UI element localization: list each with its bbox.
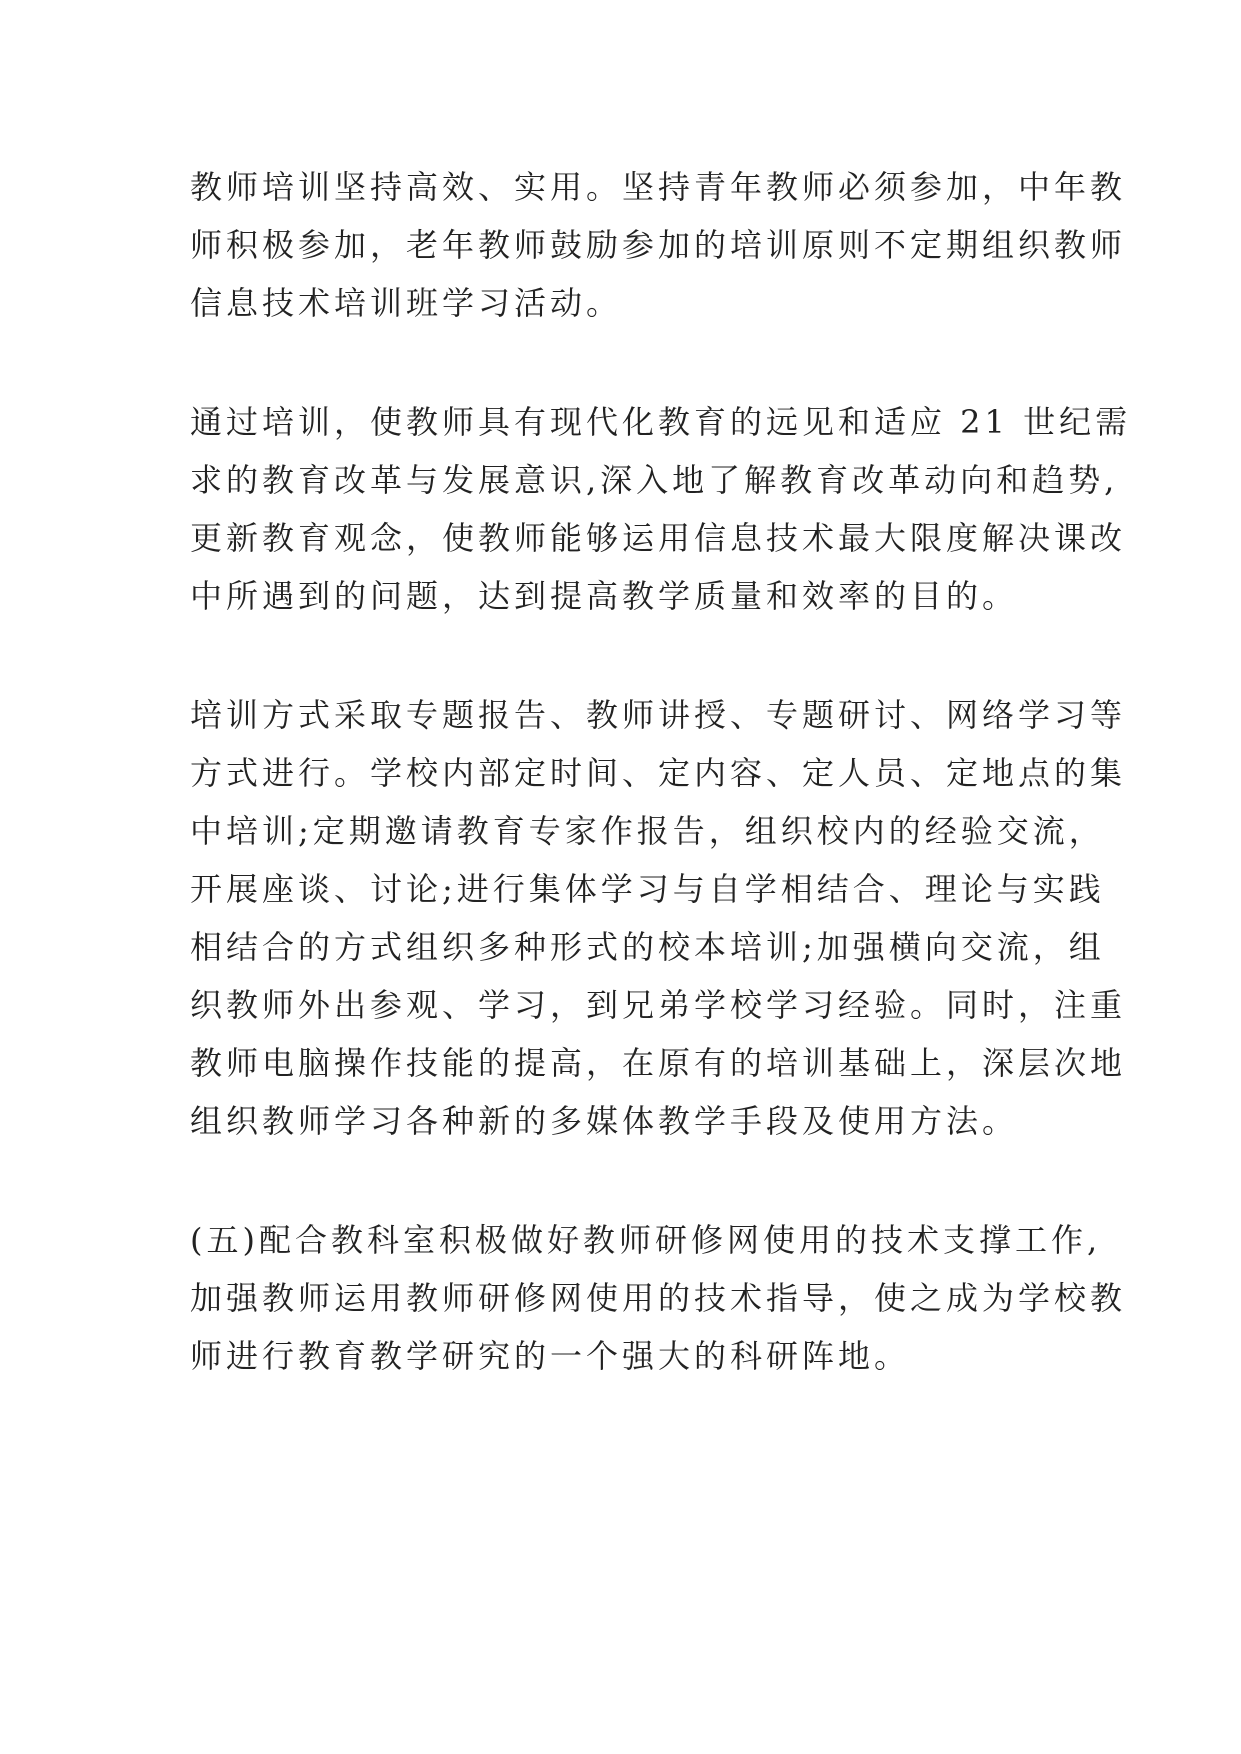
paragraph-training-principles — [190, 158, 1127, 332]
text-line: 求的教育改革与发展意识,深入地了解教育改革动向和趋势, — [190, 461, 1119, 499]
text-line: 开展座谈、讨论;进行集体学习与自学相结合、理论与实践 — [190, 870, 1105, 908]
text-line: (五)配合教科室积极做好教师研修网使用的技术支撑工作, — [190, 1221, 1102, 1259]
text-line: 组织教师学习各种新的多媒体教学手段及使用方法。 — [190, 1102, 1019, 1140]
text-line: 教师电脑操作技能的提高，在原有的培训基础上，深层次地 — [190, 1044, 1127, 1082]
text-line: 更新教育观念，使教师能够运用信息技术最大限度解决课改 — [190, 519, 1127, 557]
text-line: 中所遇到的问题，达到提高教学质量和效率的目的。 — [190, 577, 1019, 615]
text-line: 相结合的方式组织多种形式的校本培训;加强横向交流，组 — [190, 928, 1105, 966]
text-line: 教师培训坚持高效、实用。坚持青年教师必须参加，中年教 — [190, 168, 1127, 206]
paragraph-research-network — [190, 1211, 1127, 1385]
paragraph-training-methods — [190, 686, 1127, 1150]
text-line: 信息技术培训班学习活动。 — [190, 284, 623, 322]
text-line: 培训方式采取专题报告、教师讲授、专题研讨、网络学习等 — [190, 696, 1127, 734]
text-line: 师进行教育教学研究的一个强大的科研阵地。 — [190, 1337, 911, 1375]
text-line: 方式进行。学校内部定时间、定内容、定人员、定地点的集 — [190, 754, 1127, 792]
text-line: 师积极参加，老年教师鼓励参加的培训原则不定期组织教师 — [190, 226, 1127, 264]
text-line: 织教师外出参观、学习，到兄弟学校学习经验。同时，注重 — [190, 986, 1127, 1024]
text-line: 加强教师运用教师研修网使用的技术指导，使之成为学校教 — [190, 1279, 1127, 1317]
document-body — [190, 158, 1132, 1446]
paragraph-training-goals — [190, 393, 1132, 625]
text-line: 通过培训，使教师具有现代化教育的远见和适应 21 世纪需 — [190, 403, 1132, 441]
text-line: 中培训;定期邀请教育专家作报告，组织校内的经验交流， — [190, 812, 1105, 850]
